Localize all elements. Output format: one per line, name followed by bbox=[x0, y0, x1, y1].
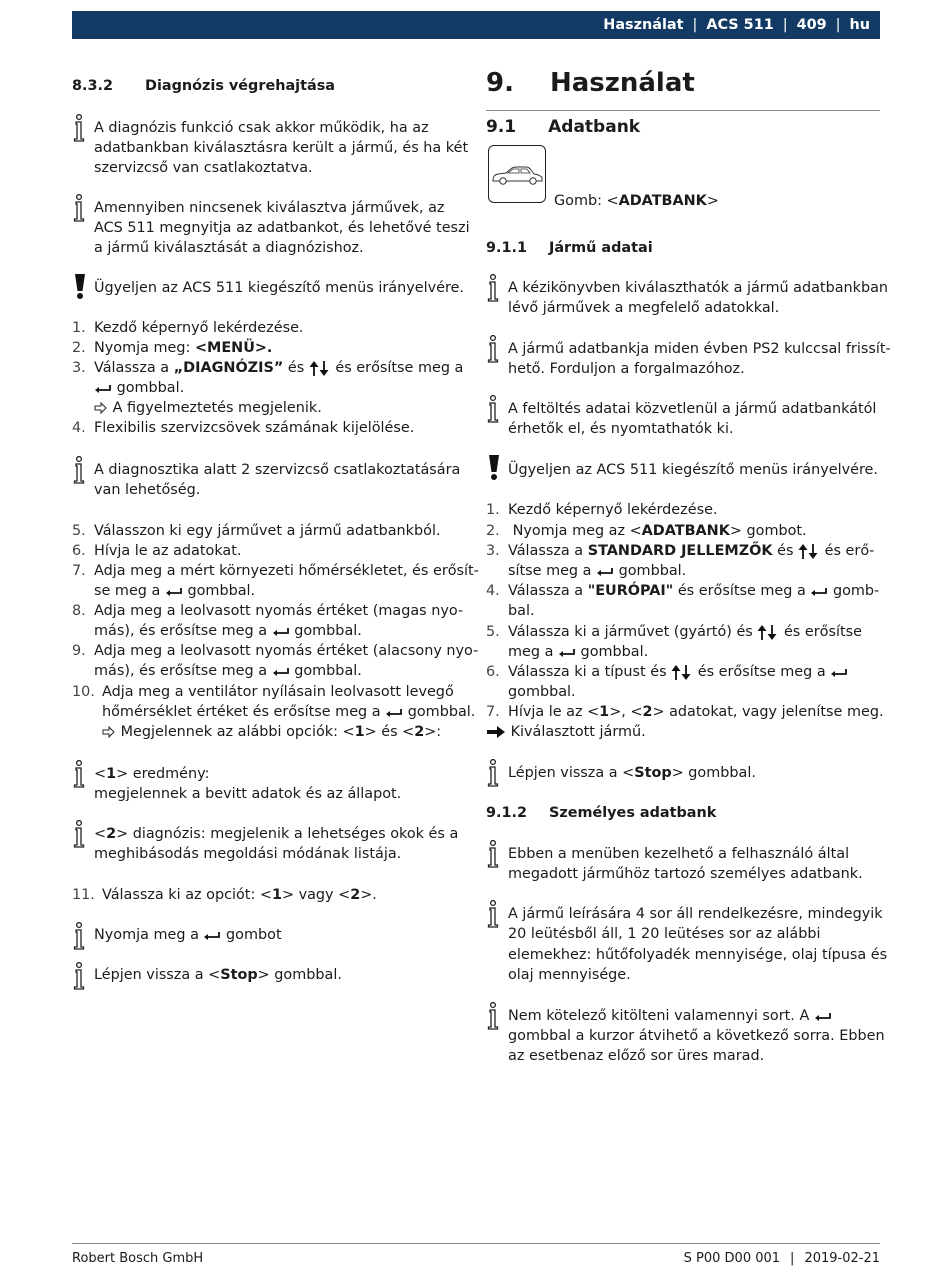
note-text: a jármű kiválasztását a diagnózishoz. bbox=[94, 240, 364, 256]
note-text: adatbankban kiválasztásra került a jármű, és ha két bbox=[94, 140, 469, 156]
list-item-cont: gombbal. bbox=[94, 378, 184, 398]
list-item: 1. Kezdő képernyő lekérdezése. bbox=[486, 502, 718, 518]
footer-doc-id: S P00 D00 001 bbox=[683, 1251, 781, 1266]
note-text: az esetbenaz előző sor üres marad. bbox=[508, 1048, 765, 1064]
note-text: Lépjen vissza a <Stop> gombbal. bbox=[508, 765, 756, 781]
list-item-cont: bal. bbox=[508, 603, 535, 619]
list-item: 5. Válassza ki a járművet (gyártó) és és erősítse bbox=[486, 624, 862, 640]
note-text: Ebben a menüben kezelhető a felhasználó által bbox=[508, 846, 850, 862]
info-icon bbox=[72, 194, 86, 222]
note-text: Lépjen vissza a <Stop> gombbal. bbox=[94, 967, 342, 983]
info-icon bbox=[486, 900, 500, 928]
header-page: 409 bbox=[796, 17, 827, 33]
list-item-cont: más), és erősítse meg a gombbal. bbox=[94, 623, 362, 639]
down-arrow-icon bbox=[681, 665, 693, 680]
list-item: 8. Adja meg a leolvasott nyomás értéket (magas nyo- bbox=[72, 603, 464, 619]
list-item: 2. Nyomja meg az <ADATBANK> gombot. bbox=[486, 523, 807, 539]
note-text: elemekhez: hűtőfolyadék mennyisége, olaj típusa és bbox=[508, 947, 888, 963]
header-product: ACS 511 bbox=[706, 17, 774, 33]
warning-text: Ügyeljen az ACS 511 kiegészítő menüs irányelvére. bbox=[508, 462, 878, 478]
list-item-cont: sítse meg a gombbal. bbox=[508, 563, 687, 579]
up-arrow-icon bbox=[309, 361, 319, 376]
list-item: 1. Kezdő képernyő lekérdezése. bbox=[72, 320, 304, 336]
list-item: 7. Hívja le az <1>, <2> adatokat, vagy jelenítse meg. bbox=[486, 704, 884, 720]
enter-key-icon bbox=[810, 586, 828, 597]
enter-key-icon bbox=[385, 707, 403, 718]
note-text: 20 leütésből áll, 1 20 leütéses sor az alábbi bbox=[508, 926, 821, 942]
chapter-heading bbox=[486, 66, 695, 104]
up-arrow-icon bbox=[671, 665, 681, 680]
down-arrow-icon bbox=[319, 361, 331, 376]
list-item: 4. Flexibilis szervizcsövek számának kijelölése. bbox=[72, 420, 415, 436]
up-arrow-icon bbox=[798, 544, 808, 559]
footer-date: 2019-02-21 bbox=[804, 1251, 880, 1266]
section-heading-8-3-2 bbox=[72, 76, 335, 96]
note-text: érhetők el, és nyomtathatók ki. bbox=[508, 421, 734, 437]
list-item-result: A figyelmeztetés megjelenik. bbox=[94, 398, 322, 418]
note-text: A diagnosztika alatt 2 szervizcső csatlakoztatására bbox=[94, 462, 461, 478]
bold-arrow-icon bbox=[486, 725, 506, 739]
info-icon bbox=[72, 760, 86, 788]
note-text: meghibásodás megoldási módának listája. bbox=[94, 846, 402, 862]
subsection-heading-9-1-1: 9.1.1 Jármű adatai bbox=[486, 240, 653, 256]
result-arrow-icon bbox=[94, 402, 108, 414]
note-text: Amennyiben nincsenek kiválasztva járművek, az bbox=[94, 200, 445, 216]
note-text: A feltöltés adatai közvetlenül a jármű adatbankától bbox=[508, 401, 877, 417]
list-item: 3. Válassza a „DIAGNÓZIS” és és erősítse meg a bbox=[72, 360, 464, 376]
note-text: hető. Forduljon a forgalmazóhoz. bbox=[508, 361, 745, 377]
header-lang: hu bbox=[849, 17, 870, 33]
footer-doc-info: S P00 D00 001 | 2019-02-21 bbox=[683, 1251, 880, 1266]
header-section: Használat bbox=[603, 17, 684, 33]
list-item: 4. Válassza a "EURÓPAI" és erősítse meg a gomb- bbox=[486, 583, 880, 599]
section-number: 9.1 bbox=[486, 117, 517, 137]
warning-icon bbox=[488, 455, 500, 481]
list-item: 7. Adja meg a mért környezeti hőmérsékletet, és erősít- bbox=[72, 563, 479, 579]
list-item-cont: gombbal. bbox=[508, 684, 576, 700]
note-text: gombbal a kurzor átvihető a következő sorra. Ebben bbox=[508, 1028, 885, 1044]
list-item: 9. Adja meg a leolvasott nyomás értéket (alacsony nyo- bbox=[72, 643, 479, 659]
list-item-cont: meg a gombbal. bbox=[508, 644, 649, 660]
info-icon bbox=[486, 840, 500, 868]
enter-key-icon bbox=[94, 383, 112, 394]
note-text: A kézikönyvben kiválaszthatók a jármű adatbankban bbox=[508, 280, 889, 296]
list-item: 6. Válassza ki a típust és és erősítse meg a bbox=[486, 662, 848, 682]
note-text: <1> eredmény: bbox=[94, 766, 210, 782]
list-item: 5. Válasszon ki egy járművet a jármű adatbankból. bbox=[72, 523, 441, 539]
list-item-cont: hőmérséklet értéket és erősítse meg a gombbal. bbox=[102, 704, 476, 720]
down-arrow-icon bbox=[767, 625, 779, 640]
note-text: van lehetőség. bbox=[94, 482, 201, 498]
info-icon bbox=[486, 759, 500, 787]
up-arrow-icon bbox=[757, 625, 767, 640]
warning-icon bbox=[74, 274, 86, 300]
note-text: A diagnózis funkció csak akkor működik, ha az bbox=[94, 120, 429, 136]
enter-key-icon bbox=[165, 586, 183, 597]
list-item: 11. Válassza ki az opciót: <1> vagy <2>. bbox=[72, 887, 377, 903]
info-icon bbox=[72, 962, 86, 990]
list-item-result: Kiválasztott jármű. bbox=[486, 722, 646, 742]
info-icon bbox=[72, 114, 86, 142]
info-icon bbox=[486, 274, 500, 302]
subsection-heading-9-1-2: 9.1.2 Személyes adatbank bbox=[486, 805, 717, 821]
info-icon bbox=[72, 820, 86, 848]
adatbank-button[interactable] bbox=[488, 145, 546, 203]
info-icon bbox=[72, 922, 86, 950]
enter-key-icon bbox=[596, 566, 614, 577]
footer-rule bbox=[72, 1243, 880, 1244]
info-icon bbox=[486, 335, 500, 363]
chapter-title: Használat bbox=[549, 68, 695, 98]
list-item: 6. Hívja le az adatokat. bbox=[72, 543, 242, 559]
note-text: megjelennek a bevitt adatok és az állapot. bbox=[94, 786, 402, 802]
list-item-cont: más), és erősítse meg a gombbal. bbox=[94, 663, 362, 679]
footer-company: Robert Bosch GmbH bbox=[72, 1251, 204, 1266]
section-title: Adatbank bbox=[548, 117, 641, 137]
list-item-result: Megjelennek az alábbi opciók: <1> és <2>: bbox=[102, 722, 441, 742]
car-icon bbox=[489, 146, 544, 201]
enter-key-icon bbox=[272, 626, 290, 637]
button-label: Gomb: <ADATBANK> bbox=[554, 193, 719, 209]
enter-key-icon bbox=[203, 930, 221, 941]
section-heading-9-1 bbox=[486, 115, 640, 139]
note-text: szervizcső van csatlakoztatva. bbox=[94, 160, 313, 176]
chapter-rule bbox=[486, 110, 880, 111]
info-icon bbox=[72, 456, 86, 484]
result-arrow-icon bbox=[102, 726, 116, 738]
note-text: olaj mennyisége. bbox=[508, 967, 631, 983]
note-text: A jármű leírására 4 sor áll rendelkezésre, mindegyik bbox=[508, 906, 883, 922]
enter-key-icon bbox=[814, 1011, 832, 1022]
enter-key-icon bbox=[272, 666, 290, 677]
section-title: Diagnózis végrehajtása bbox=[145, 78, 335, 94]
note-text: lévő járművek a megfelelő adatokkal. bbox=[508, 300, 780, 316]
down-arrow-icon bbox=[808, 544, 820, 559]
note-text: ACS 511 megnyitja az adatbankot, és lehetővé teszi bbox=[94, 220, 470, 236]
list-item: 3. Válassza a STANDARD JELLEMZŐK és és erő- bbox=[486, 543, 875, 559]
note-text: Nem kötelező kitölteni valamennyi sort. A bbox=[508, 1006, 832, 1026]
list-item: 10. Adja meg a ventilátor nyílásain leolvasott levegő bbox=[72, 684, 454, 700]
page-header: Használat | ACS 511 | 409 | hu bbox=[72, 11, 880, 39]
chapter-number: 9. bbox=[486, 68, 514, 98]
list-item: 2. Nyomja meg: <MENÜ>. bbox=[72, 340, 273, 356]
list-item-cont: se meg a gombbal. bbox=[94, 583, 256, 599]
note-text: Nyomja meg a gombot bbox=[94, 927, 282, 943]
note-text: <2> diagnózis: megjelenik a lehetséges okok és a bbox=[94, 826, 459, 842]
enter-key-icon bbox=[558, 647, 576, 658]
warning-text: Ügyeljen az ACS 511 kiegészítő menüs irányelvére. bbox=[94, 280, 464, 296]
note-text: A jármű adatbankja miden évben PS2 kulccsal frissít- bbox=[508, 341, 891, 357]
info-icon bbox=[486, 395, 500, 423]
section-number: 8.3.2 bbox=[72, 78, 113, 94]
info-icon bbox=[486, 1002, 500, 1030]
enter-key-icon bbox=[830, 667, 848, 678]
note-text: megadott járműhöz tartozó személyes adatbank. bbox=[508, 866, 863, 882]
